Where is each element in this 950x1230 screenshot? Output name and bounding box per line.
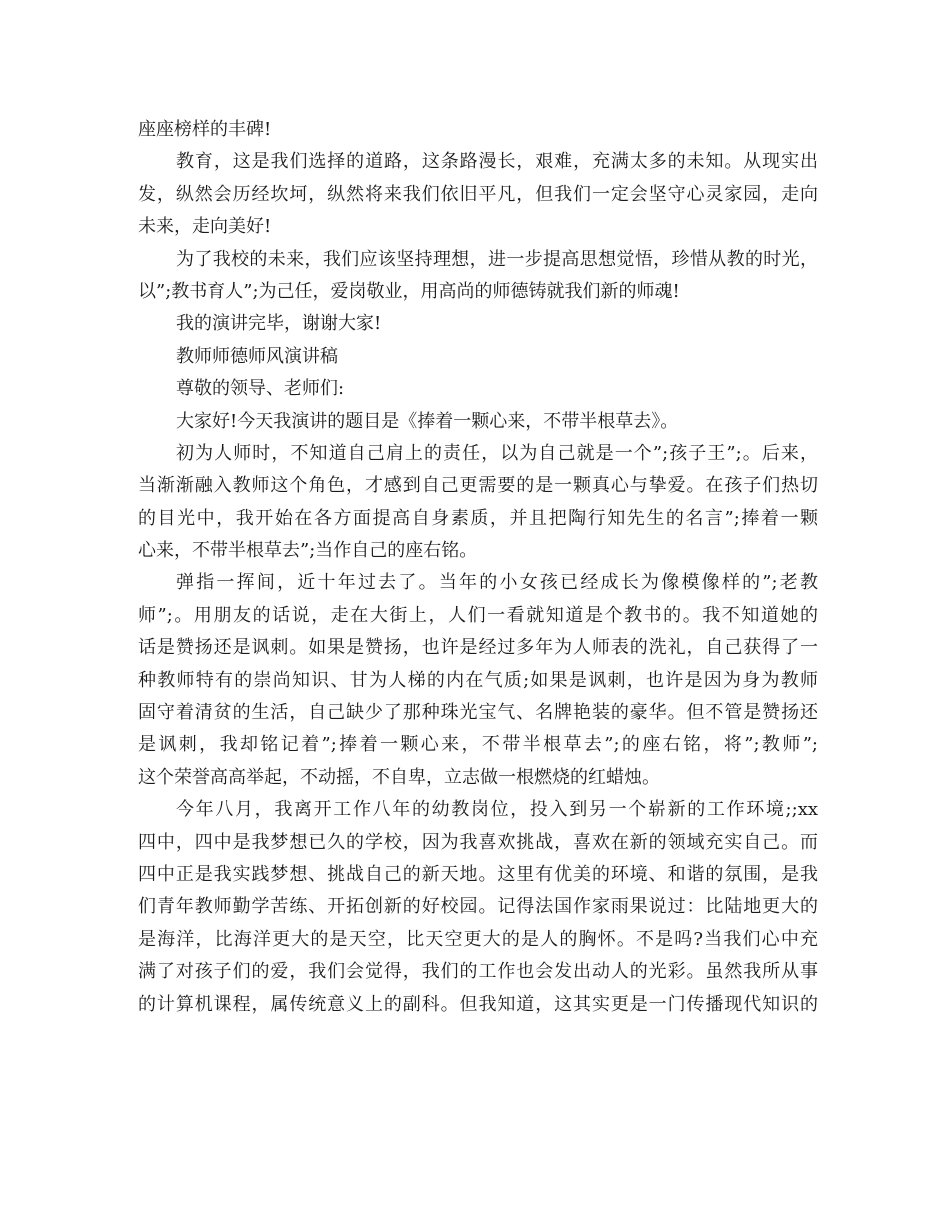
text-line: 固守着清贫的生活，自己缺少了那种珠光宝气、名牌艳装的豪华。但不管是赞扬还 bbox=[138, 702, 818, 724]
speech-text bbox=[138, 114, 818, 1021]
section-heading: 教师师德师风演讲稿 bbox=[176, 345, 338, 367]
paragraph-first-line: 大家好!今天我演讲的题目是《捧着一颗心来，不带半根草去》。 bbox=[176, 410, 679, 432]
text-line: 座座榜样的丰碑! bbox=[138, 119, 272, 140]
paragraph-first-line: 我的演讲完毕，谢谢大家! bbox=[176, 313, 382, 335]
text-line: 四中正是我实践梦想、挑战自己的新天地。这里有优美的环境、和谐的氛围，是我 bbox=[138, 863, 818, 885]
text-line: 当渐渐融入教师这个角色，才感到自己更需要的是一颗真心与挚爱。在孩子们热切 bbox=[138, 475, 818, 497]
text-line: 是讽刺，我却铭记着”;捧着一颗心来，不带半根草去”;的座右铭，将”;教师”; bbox=[138, 734, 818, 756]
text-line: 发，纵然会历经坎坷，纵然将来我们依旧平凡，但我们一定会坚守心灵家园，走向 bbox=[138, 183, 818, 205]
text-line: 未来，走向美好! bbox=[138, 216, 272, 238]
paragraph-first-line: 为了我校的未来，我们应该坚持理想，进一步提高思想觉悟，珍惜从教的时光， bbox=[176, 248, 818, 270]
salutation: 尊敬的领导、老师们: bbox=[176, 378, 345, 400]
text-line: 心来，不带半根草去”;当作自己的座右铭。 bbox=[138, 540, 478, 562]
text-line: 师”;。用朋友的话说，走在大街上，人们一看就知道是个教书的。我不知道她的 bbox=[138, 604, 818, 626]
text-line: 是海洋，比海洋更大的是天空，比天空更大的是人的胸怀。不是吗?当我们心中充 bbox=[138, 928, 818, 950]
paragraph-first-line: 初为人师时，不知道自己肩上的责任，以为自己就是一个”;孩子王”;。后来， bbox=[176, 442, 818, 464]
text-line: 四中，四中是我梦想已久的学校，因为我喜欢挑战，喜欢在新的领域充实自己。而 bbox=[138, 831, 818, 853]
text-line: 们青年教师勤学苦练、开拓创新的好校园。记得法国作家雨果说过：比陆地更大的 bbox=[138, 896, 818, 918]
paragraph-first-line: 今年八月，我离开工作八年的幼教岗位，投入到另一个崭新的工作环境;;xx bbox=[176, 799, 818, 821]
text-line: 话是赞扬还是讽刺。如果是赞扬，也许是经过多年为人师表的洗礼，自己获得了一 bbox=[138, 637, 818, 659]
text-line: 的计算机课程，属传统意义上的副科。但我知道，这其实更是一门传播现代知识的 bbox=[138, 993, 818, 1015]
text-line: 种教师特有的崇尚知识、甘为人梯的内在气质;如果是讽刺，也许是因为身为教师 bbox=[138, 669, 818, 691]
text-line: 满了对孩子们的爱，我们会觉得，我们的工作也会发出动人的光彩。虽然我所从事 bbox=[138, 961, 818, 983]
text-line: 这个荣誉高高举起，不动摇，不自卑，立志做一根燃烧的红蜡烛。 bbox=[138, 766, 660, 788]
text-line: 以”;教书育人”;为己任，爱岗敬业，用高尚的师德铸就我们新的师魂! bbox=[138, 280, 680, 302]
text-line: 的目光中，我开始在各方面提高自身素质，并且把陶行知先生的名言”;捧着一颗 bbox=[138, 507, 818, 529]
paragraph-first-line: 教育，这是我们选择的道路，这条路漫长，艰难，充满太多的未知。从现实出 bbox=[176, 151, 818, 173]
paragraph-first-line: 弹指一挥间，近十年过去了。当年的小女孩已经成长为像模像样的”;老教 bbox=[176, 572, 818, 594]
